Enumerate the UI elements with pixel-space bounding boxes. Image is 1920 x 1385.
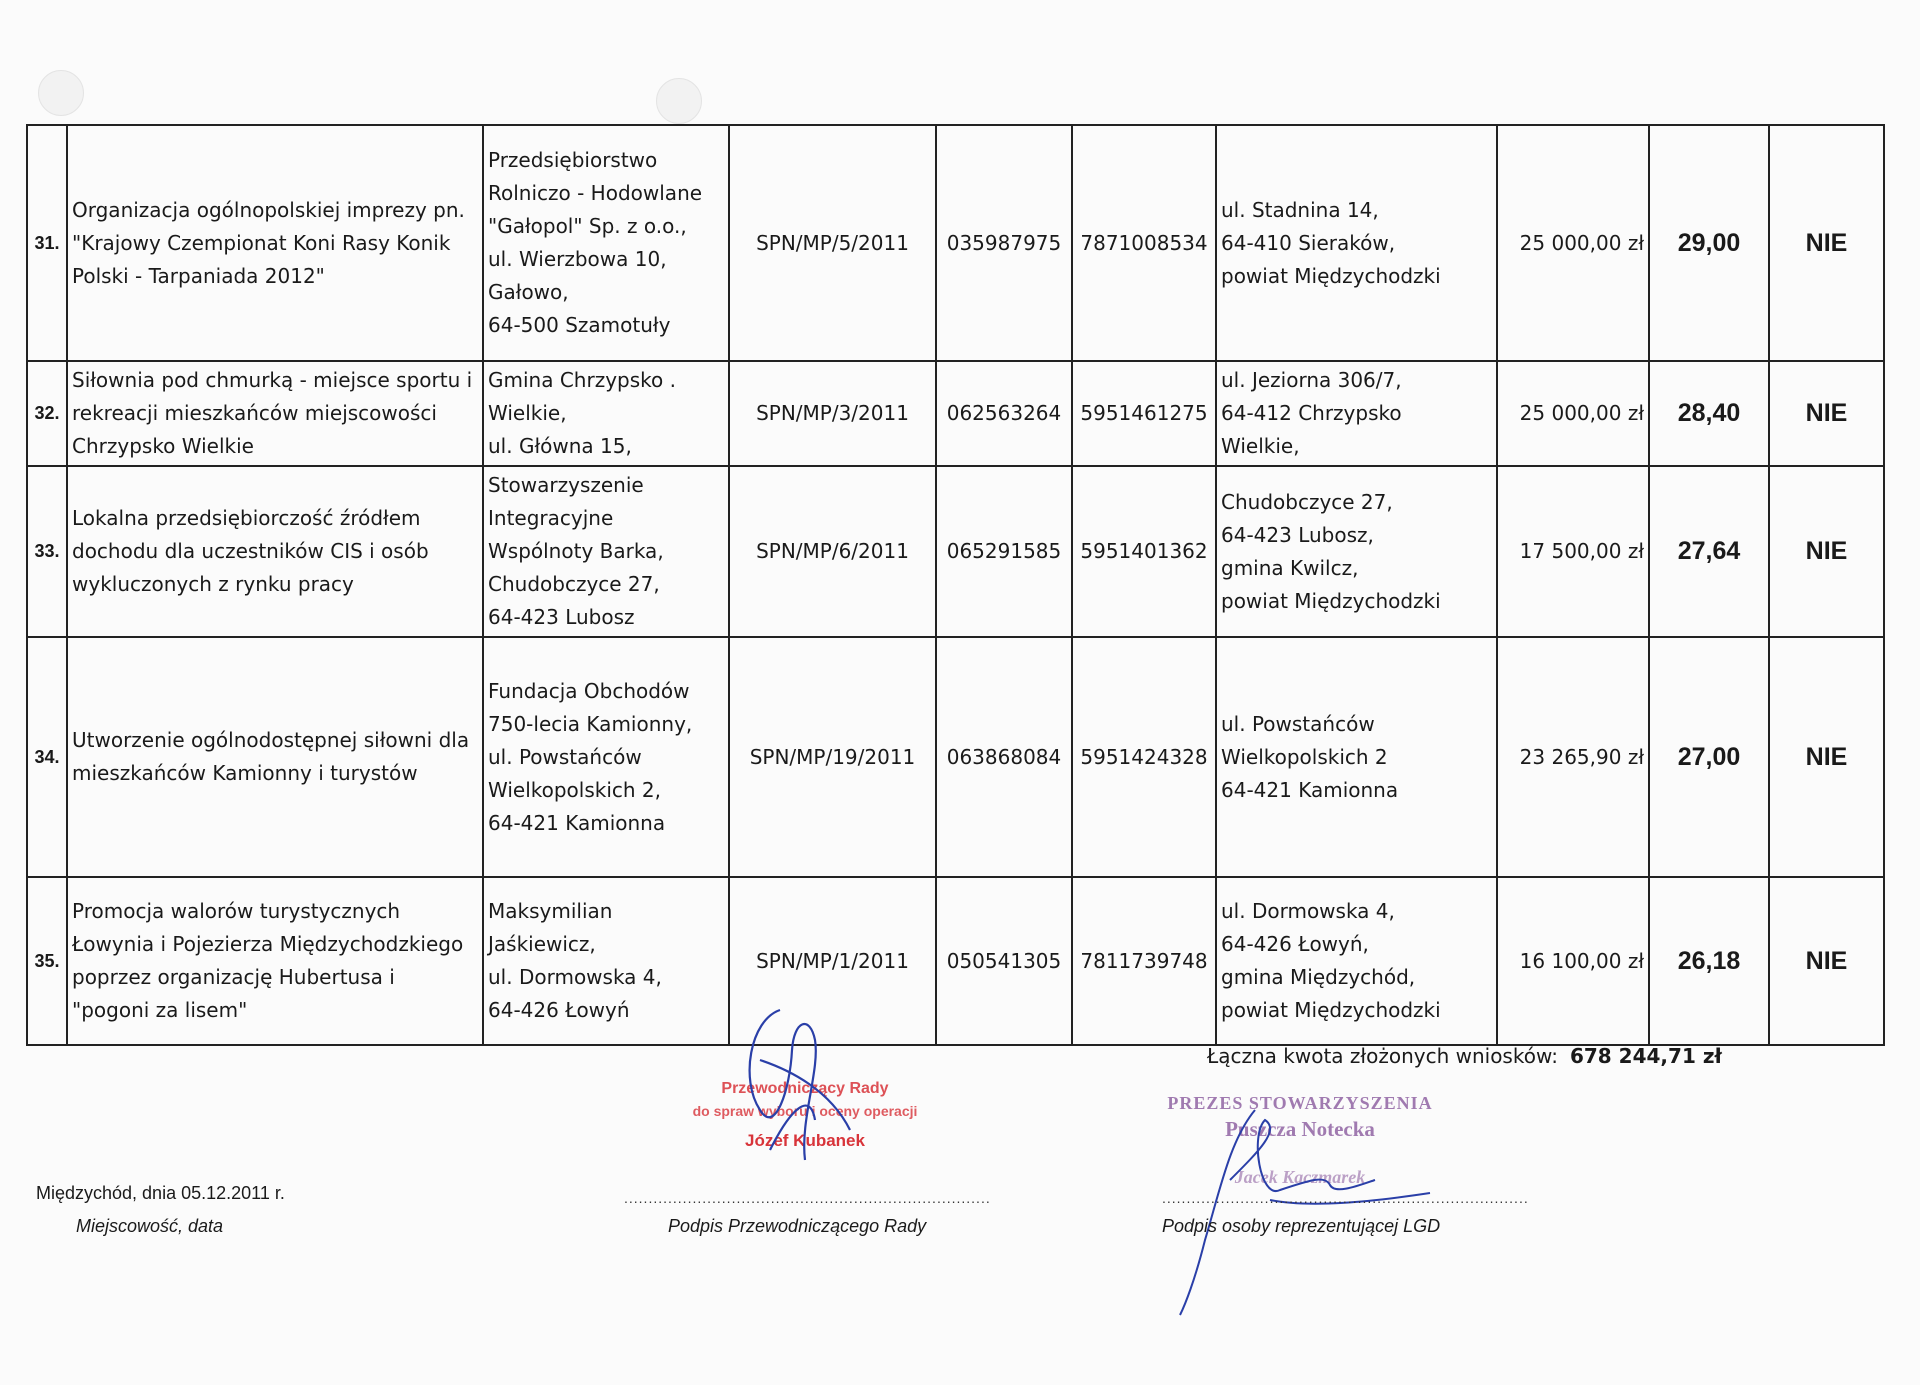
regon-cell: [936, 637, 1072, 877]
decision: NIE: [1805, 946, 1848, 975]
decision-cell: [1769, 466, 1884, 637]
lgd-stamp-title: PREZES STOWARZYSZENIA: [1167, 1093, 1433, 1113]
score-cell: [1649, 466, 1769, 637]
application-number-cell: [729, 125, 936, 361]
project-title: Siłownia pod chmurką - miejsce sportu i rekreacji mieszkańców miejscowości Chrzypsko Wielkie: [72, 368, 473, 458]
score-cell: [1649, 361, 1769, 466]
nip: 5951401362: [1080, 539, 1208, 563]
regon: 035987975: [946, 230, 1062, 255]
decision-cell: [1769, 125, 1884, 361]
nip: 5951424328: [1080, 744, 1208, 769]
regon-cell: [936, 361, 1072, 466]
chair-signature: [720, 1000, 860, 1180]
applications-table: [26, 124, 1885, 1046]
score-cell: [1649, 637, 1769, 877]
project-location-cell: [1216, 637, 1497, 877]
table-row: [27, 125, 1884, 361]
row-number-cell: [27, 877, 67, 1045]
nip: 7871008534: [1080, 230, 1208, 255]
table-row: [27, 637, 1884, 877]
project-title-cell: [67, 361, 483, 466]
score: 27,00: [1677, 742, 1741, 771]
total-value: 678 244,71 zł: [1569, 1044, 1722, 1068]
applicant-cell: [483, 466, 729, 637]
project-title: Utworzenie ogólnodostępnej siłowni dla mieszkańców Kamionny i turystów: [72, 728, 470, 785]
table-row: [27, 361, 1884, 466]
nip-cell: [1072, 361, 1216, 466]
punch-hole-right: [656, 78, 702, 124]
project-location: ul. Dormowska 4, 64-426 Łowyń, gmina Międzychód, powiat Międzychodzki: [1221, 899, 1441, 1022]
application-number-cell: [729, 637, 936, 877]
decision-cell: [1769, 637, 1884, 877]
application-number: SPN/MP/19/2011: [749, 744, 916, 769]
regon-cell: [936, 877, 1072, 1045]
requested-amount: 23 265,90 zł: [1519, 744, 1644, 769]
place-date-label: Miejscowość, data: [76, 1216, 224, 1236]
nip: 7811739748: [1080, 948, 1208, 973]
application-number: SPN/MP/6/2011: [756, 539, 909, 563]
lgd-stamp-subtitle: Puszcza Notecka: [1225, 1117, 1375, 1141]
decision: NIE: [1805, 228, 1848, 257]
requested-amount-cell: [1497, 361, 1649, 466]
project-title: Organizacja ogólnopolskiej imprezy pn. "Krajowy Czempionat Koni Rasy Konik Polski - Tarpaniada 2012": [72, 197, 465, 288]
row-number-cell: [27, 466, 67, 637]
nip: 5951461275: [1080, 401, 1208, 425]
lgd-signature-line: ...........................................................................: [1162, 1190, 1529, 1206]
chair-signature-line: ...........................................................................: [624, 1190, 991, 1206]
table-row: [27, 466, 1884, 637]
decision-cell: [1769, 361, 1884, 466]
application-number: SPN/MP/3/2011: [756, 401, 909, 425]
nip-cell: [1072, 637, 1216, 877]
application-number: SPN/MP/5/2011: [756, 230, 909, 255]
project-title: Lokalna przedsiębiorczość źródłem dochodu dla uczestników CIS i osób wykluczonych z rynku pracy: [72, 506, 429, 596]
applicant-cell: [483, 877, 729, 1045]
applicant: Fundacja Obchodów 750-lecia Kamionny, ul. Powstańców Wielkopolskich 2, 64-421 Kamionna: [488, 678, 693, 835]
table-row: [27, 877, 1884, 1045]
requested-amount: 25 000,00 zł: [1519, 230, 1644, 255]
decision-cell: [1769, 877, 1884, 1045]
row-number: 34.: [34, 746, 60, 767]
project-location: ul. Powstańców Wielkopolskich 2 64-421 Kamionna: [1221, 711, 1399, 802]
application-number-cell: [729, 466, 936, 637]
project-title-cell: [67, 877, 483, 1045]
application-number-cell: [729, 361, 936, 466]
project-title-cell: [67, 637, 483, 877]
decision: NIE: [1805, 742, 1848, 771]
requested-amount-cell: [1497, 125, 1649, 361]
nip-cell: [1072, 877, 1216, 1045]
applicant: Stowarzyszenie Integracyjne Wspólnoty Barka, Chudobczyce 27, 64-423 Lubosz: [488, 473, 664, 629]
requested-amount: 17 500,00 zł: [1519, 539, 1644, 563]
place-date: Międzychód, dnia 05.12.2011 r.: [36, 1183, 285, 1203]
applicant: Maksymilian Jaśkiewicz, ul. Dormowska 4, 64-426 Łowyń: [488, 899, 662, 1022]
row-number: 35.: [34, 950, 60, 971]
chair-signature-label: Podpis Przewodniczącego Rady: [668, 1216, 927, 1236]
punch-hole-left: [38, 70, 84, 116]
score: 26,18: [1677, 946, 1741, 975]
total-label: Łączna kwota złożonych wniosków:: [1207, 1044, 1558, 1068]
score: 27,64: [1677, 537, 1741, 565]
regon-cell: [936, 466, 1072, 637]
application-number: SPN/MP/1/2011: [756, 948, 909, 973]
decision: NIE: [1805, 537, 1848, 565]
row-number-cell: [27, 637, 67, 877]
decision: NIE: [1805, 399, 1848, 427]
project-location-cell: [1216, 877, 1497, 1045]
requested-amount: 25 000,00 zł: [1519, 401, 1644, 425]
regon: 063868084: [946, 744, 1062, 769]
score-cell: [1649, 877, 1769, 1045]
project-location-cell: [1216, 466, 1497, 637]
regon: 050541305: [946, 948, 1062, 973]
requested-amount-cell: [1497, 637, 1649, 877]
project-location-cell: [1216, 361, 1497, 466]
project-location: ul. Stadnina 14, 64-410 Sieraków, powiat Międzychodzki: [1221, 197, 1441, 288]
row-number-cell: [27, 361, 67, 466]
applicant-cell: [483, 125, 729, 361]
total-amount-line: [1207, 1044, 1722, 1068]
requested-amount-cell: [1497, 466, 1649, 637]
project-title: Promocja walorów turystycznych Łowynia i Pojezierza Międzychodzkiego poprzez organizację Hubertusa i "pogoni za lisem": [72, 899, 464, 1022]
applicant-cell: [483, 637, 729, 877]
nip-cell: [1072, 125, 1216, 361]
regon-cell: [936, 125, 1072, 361]
regon: 062563264: [946, 401, 1062, 425]
applicant-cell: [483, 361, 729, 466]
requested-amount: 16 100,00 zł: [1519, 948, 1644, 973]
lgd-stamp-name: Jacek Kaczmarek: [1234, 1167, 1366, 1187]
project-location: ul. Jeziorna 306/7, 64-412 Chrzypsko Wielkie,: [1221, 368, 1402, 458]
nip-cell: [1072, 466, 1216, 637]
project-title-cell: [67, 125, 483, 361]
applicant: Przedsiębiorstwo Rolniczo - Hodowlane "Gałopol" Sp. z o.o., ul. Wierzbowa 10, Gałowo, 64-500 Szamotuły: [488, 148, 703, 337]
chair-stamp-name: Józef Kubanek: [745, 1131, 865, 1150]
score: 29,00: [1677, 228, 1741, 257]
row-number-cell: [27, 125, 67, 361]
chair-stamp-title: Przewodniczący Rady: [721, 1080, 889, 1097]
row-number: 31.: [34, 232, 60, 253]
project-title-cell: [67, 466, 483, 637]
chair-stamp-subtitle: do spraw wyboru i oceny operacji: [692, 1103, 918, 1119]
requested-amount-cell: [1497, 877, 1649, 1045]
project-location: Chudobczyce 27, 64-423 Lubosz, gmina Kwilcz, powiat Międzychodzki: [1221, 489, 1441, 613]
regon: 065291585: [946, 539, 1062, 563]
row-number: 32.: [34, 403, 60, 423]
score: 28,40: [1677, 399, 1741, 427]
project-location-cell: [1216, 125, 1497, 361]
lgd-signature-label: Podpis osoby reprezentującej LGD: [1162, 1216, 1441, 1236]
applicant: Gmina Chrzypsko . Wielkie, ul. Główna 15,: [488, 368, 676, 458]
score-cell: [1649, 125, 1769, 361]
row-number: 33.: [34, 541, 60, 561]
